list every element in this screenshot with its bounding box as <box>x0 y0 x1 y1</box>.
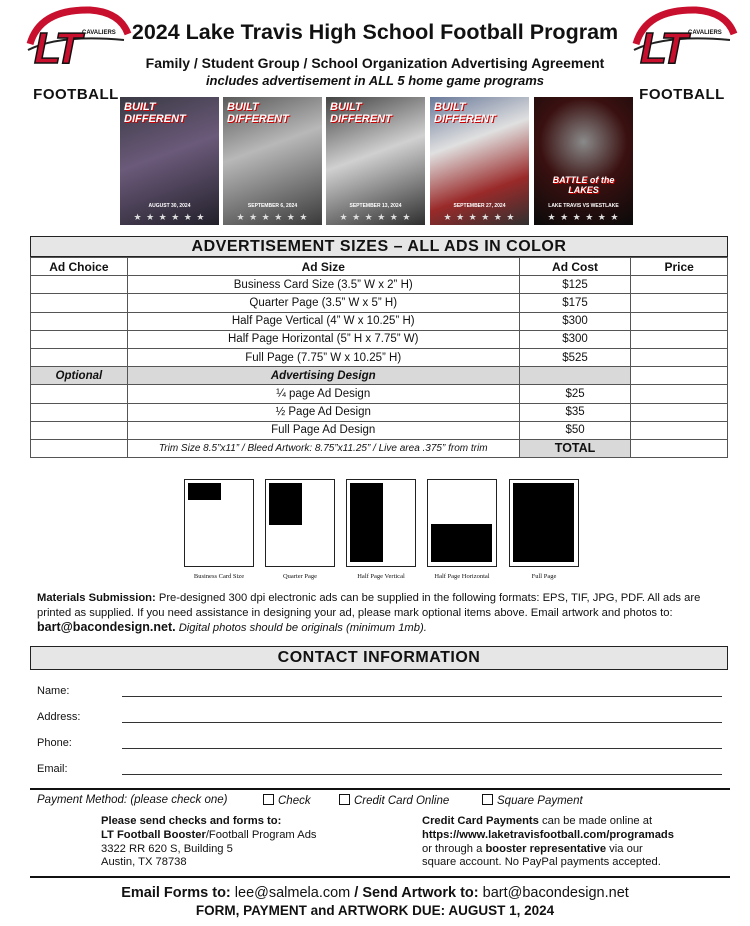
empty-cell <box>31 439 128 457</box>
price-cell[interactable] <box>631 276 728 294</box>
payment-option-check[interactable] <box>263 794 311 807</box>
price-cell[interactable] <box>631 421 728 439</box>
ad-cost-cell: $300 <box>519 312 631 330</box>
total-price-cell[interactable] <box>631 439 728 457</box>
cover-banner: BUILT DIFFERENT <box>124 101 186 125</box>
checkbox-icon <box>263 794 274 805</box>
materials-email[interactable]: bart@bacondesign.net. <box>37 620 176 634</box>
ad-size-cell: ½ Page Ad Design <box>127 403 519 421</box>
price-cell[interactable] <box>631 385 728 403</box>
cover-image <box>326 97 425 225</box>
design-label: Advertising Design <box>127 367 519 385</box>
checkbox-icon <box>482 794 493 805</box>
table-row <box>31 312 728 330</box>
footer-artwork-label: / Send Artwork to: <box>350 885 479 901</box>
ad-size-cell: Half Page Vertical (4” W x 10.25” H) <box>127 312 519 330</box>
empty-cell <box>519 367 631 385</box>
total-label: TOTAL <box>519 439 631 457</box>
email-field[interactable] <box>122 774 722 775</box>
ad-choice-cell[interactable] <box>31 276 128 294</box>
ad-choice-cell[interactable] <box>31 312 128 330</box>
table-row <box>31 421 728 439</box>
footer-due: FORM, PAYMENT and ARTWORK DUE: AUGUST 1, 2024 <box>195 903 555 918</box>
cover-stars: ★ ★ ★ ★ ★ ★ <box>443 212 516 222</box>
field-label: Address: <box>37 711 81 723</box>
cover-image <box>120 97 219 225</box>
ad-size-cell: Quarter Page (3.5” W x 5” H) <box>127 294 519 312</box>
price-cell[interactable] <box>631 348 728 366</box>
ad-choice-cell[interactable] <box>31 348 128 366</box>
ad-size-cell: ¼ page Ad Design <box>127 385 519 403</box>
phone-field[interactable] <box>122 748 722 749</box>
contact-heading: CONTACT INFORMATION <box>30 646 728 670</box>
cover-caption: SEPTEMBER 13, 2024 <box>349 203 402 209</box>
ad-cost-cell: $300 <box>519 330 631 348</box>
cover-stars: ★ ★ ★ ★ ★ ★ <box>547 212 620 222</box>
page-subtitle: Family / Student Group / School Organization Advertising Agreement <box>145 55 605 71</box>
diagram-label: Half Page Horizontal <box>434 573 490 580</box>
footer-email-label: Email Forms to: <box>121 885 231 901</box>
cover-image <box>430 97 529 225</box>
field-label: Name: <box>37 685 70 697</box>
column-header: Ad Size <box>127 258 519 276</box>
column-header: Ad Cost <box>519 258 631 276</box>
cover-caption: AUGUST 30, 2024 <box>148 203 191 209</box>
table-row <box>31 330 728 348</box>
field-label: Email: <box>37 763 68 775</box>
credit-line4: square account. No PayPal payments accepted. <box>422 856 661 869</box>
price-cell[interactable] <box>631 294 728 312</box>
field-label: Phone: <box>37 737 72 749</box>
credit-heading-rest: can be made online at <box>538 815 653 827</box>
payment-option-square[interactable] <box>482 794 583 807</box>
cover-image <box>223 97 322 225</box>
page-tagline: includes advertisement in ALL 5 home game programs <box>205 73 545 88</box>
ad-sizes-heading: ADVERTISEMENT SIZES – ALL ADS IN COLOR <box>30 236 728 257</box>
diagram-full-page <box>509 479 579 567</box>
ad-choice-cell[interactable] <box>31 421 128 439</box>
cover-stars: ★ ★ ★ ★ ★ ★ <box>339 212 412 222</box>
credit-line1 <box>422 815 674 829</box>
logo-letters: LT <box>34 24 79 73</box>
diagram-half-horizontal <box>427 479 497 567</box>
column-header: Price <box>631 258 728 276</box>
empty-cell <box>631 367 728 385</box>
ad-cost-cell: $50 <box>519 421 631 439</box>
divider <box>30 876 730 878</box>
logo-label: FOOTBALL <box>639 86 725 103</box>
ad-cost-cell: $35 <box>519 403 631 421</box>
cover-caption: LAKE TRAVIS VS WESTLAKE <box>548 203 619 209</box>
price-cell[interactable] <box>631 312 728 330</box>
name-field[interactable] <box>122 696 722 697</box>
ad-choice-cell[interactable] <box>31 385 128 403</box>
ad-size-cell: Half Page Horizontal (5” H x 7.75” W) <box>127 330 519 348</box>
ad-size-cell: Full Page (7.75” W x 10.25” H) <box>127 348 519 366</box>
price-cell[interactable] <box>631 330 728 348</box>
cover-image <box>534 97 633 225</box>
logo-team: CAVALIERS <box>82 30 116 36</box>
trim-note: Trim Size 8.5”x11” / Bleed Artwork: 8.75”x11.25” / Live area .375” from trim <box>127 439 519 457</box>
cover-banner: BUILT DIFFERENT <box>330 101 392 125</box>
table-row <box>31 348 728 366</box>
mail-line1: Please send checks and forms to: <box>101 815 282 827</box>
payment-option-label: Square Payment <box>497 795 583 807</box>
payment-option-label: Credit Card Online <box>354 795 450 807</box>
footer-email[interactable]: lee@salmela.com <box>234 885 351 901</box>
page-title: 2024 Lake Travis High School Football Program <box>131 20 619 44</box>
footer-emails <box>0 885 750 901</box>
diagram-label: Business Card Size <box>193 573 245 580</box>
diagram-business-card <box>184 479 254 567</box>
ad-choice-cell[interactable] <box>31 330 128 348</box>
ad-size-cell: Full Page Ad Design <box>127 421 519 439</box>
mail-address1: 3322 RR 620 S, Building 5 <box>101 842 233 855</box>
diagram-quarter-page <box>265 479 335 567</box>
logo-letters: LT <box>640 24 685 73</box>
credit-line3-post: via our <box>606 842 643 855</box>
address-field[interactable] <box>122 722 722 723</box>
ad-choice-cell[interactable] <box>31 403 128 421</box>
diagram-half-vertical <box>346 479 416 567</box>
cover-banner: BATTLE of the LAKES <box>552 175 615 195</box>
mail-org-bold: LT Football Booster <box>101 828 206 841</box>
diagram-label: Quarter Page <box>282 573 318 580</box>
materials-body: Pre-designed 300 dpi electronic ads can be supplied in the following formats: EPS, TIF, JPG, PDF. All ads are printed as supplied. If you need assistance in designing your ad, please mark optional items above. Email artwork and photos to: <box>37 592 701 619</box>
price-cell[interactable] <box>631 403 728 421</box>
payment-label: Payment Method: (please check one) <box>37 794 228 806</box>
cover-banner: BUILT DIFFERENT <box>434 101 496 125</box>
ad-cost-cell: $25 <box>519 385 631 403</box>
credit-info <box>422 815 674 870</box>
mail-org <box>101 829 317 843</box>
table-row <box>31 403 728 421</box>
materials-heading: Materials Submission: <box>37 592 156 604</box>
ad-size-cell: Business Card Size (3.5” W x 2” H) <box>127 276 519 294</box>
cover-caption: SEPTEMBER 6, 2024 <box>247 203 298 209</box>
credit-heading: Credit Card Payments <box>422 815 539 827</box>
diagram-label: Full Page <box>531 573 557 580</box>
cover-banner: BUILT DIFFERENT <box>227 101 289 125</box>
cover-caption: SEPTEMBER 27, 2024 <box>453 203 506 209</box>
footer-artwork-email[interactable]: bart@bacondesign.net <box>482 885 629 901</box>
payment-option-label: Check <box>278 795 311 807</box>
optional-label: Optional <box>31 367 128 385</box>
table-row <box>31 276 728 294</box>
materials-note: Digital photos should be originals (minimum 1mb). <box>175 622 427 634</box>
ad-cost-cell: $525 <box>519 348 631 366</box>
column-header: Ad Choice <box>31 258 128 276</box>
diagram-label: Half Page Vertical <box>357 573 405 580</box>
ad-cost-cell: $175 <box>519 294 631 312</box>
mail-info <box>101 815 317 870</box>
cover-stars: ★ ★ ★ ★ ★ ★ <box>236 212 309 222</box>
logo-team: CAVALIERS <box>688 30 722 36</box>
table-total-row <box>31 439 728 457</box>
table-row <box>31 294 728 312</box>
credit-line3-pre: or through a <box>422 842 486 855</box>
mail-address2: Austin, TX 78738 <box>101 856 187 869</box>
credit-line3 <box>422 843 674 857</box>
table-row <box>31 385 728 403</box>
credit-line3-bold: booster representative <box>485 842 607 855</box>
table-header-row <box>31 258 728 276</box>
divider <box>30 788 730 790</box>
checkbox-icon <box>339 794 350 805</box>
mail-org-rest: /Football Program Ads <box>205 828 317 841</box>
table-subheader-row <box>31 367 728 385</box>
ad-choice-cell[interactable] <box>31 294 128 312</box>
payment-option-credit-card[interactable] <box>339 794 449 807</box>
materials-paragraph <box>37 591 717 636</box>
ad-cost-cell: $125 <box>519 276 631 294</box>
cover-stars: ★ ★ ★ ★ ★ ★ <box>133 212 206 222</box>
ad-sizes-table <box>30 257 728 458</box>
credit-url[interactable]: https://www.laketravisfootball.com/programads <box>422 828 674 841</box>
logo-label: FOOTBALL <box>33 86 119 103</box>
